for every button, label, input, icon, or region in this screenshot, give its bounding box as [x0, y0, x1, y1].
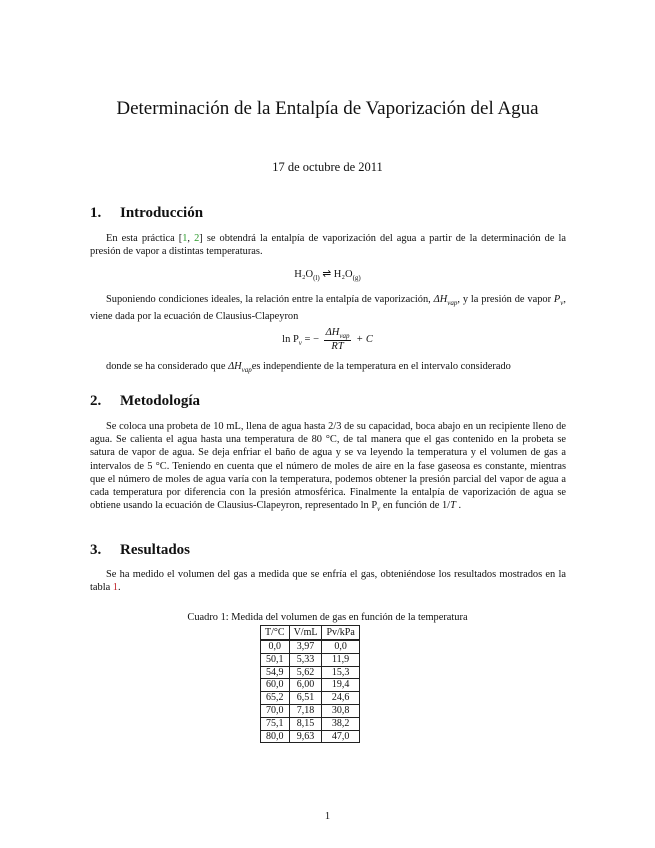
table-header-row: [261, 626, 360, 641]
math-subscript: vap: [241, 366, 252, 375]
reaction-equation: [0, 268, 655, 282]
eq-lhs: ln P: [282, 333, 299, 345]
math-subscript: vap: [447, 299, 458, 308]
text-run: , viene dada por la ecuación de Clausius-Clapeyron: [90, 294, 566, 323]
eq-fraction: [324, 327, 352, 352]
methodology-paragraph: [90, 420, 566, 517]
table-cell: 24,6: [322, 692, 359, 705]
results-paragraph: [90, 568, 566, 594]
text-run: en función de 1/: [380, 500, 451, 512]
table-cell: 30,8: [322, 704, 359, 717]
eq-equals: = −: [304, 333, 319, 345]
table-row: [261, 653, 360, 666]
table-cell: 6,51: [289, 692, 322, 705]
product-state: (g): [352, 274, 361, 283]
page-number: 1: [324, 811, 331, 822]
text-run: es independiente de la temperatura en el intervalo considerado: [251, 361, 511, 372]
table-cell: 54,9: [261, 666, 290, 679]
table-cell: 75,1: [261, 717, 290, 730]
table-cell: 8,15: [289, 717, 322, 730]
section-title: Metodología: [120, 393, 200, 409]
table-cell: 0,0: [261, 640, 290, 653]
table-row: [261, 730, 360, 743]
text-run: donde se ha considerado que: [106, 361, 229, 372]
text-run: En esta práctica [: [106, 233, 183, 244]
table-cell: 15,3: [322, 666, 359, 679]
intro-paragraph-3: [90, 360, 566, 377]
reactant-state: (l): [313, 274, 320, 283]
section-title: Resultados: [120, 542, 191, 558]
table-cell: 0,0: [322, 640, 359, 653]
table-caption: Cuadro 1: Medida del volumen de gas en función de la temperatura: [187, 612, 468, 623]
text-run: .: [118, 582, 121, 594]
clausius-clapeyron-equation: [0, 327, 655, 352]
intro-paragraph-1: [90, 232, 566, 258]
eq-lhs-subscript: v: [298, 339, 302, 348]
equilibrium-arrow: ⇌: [322, 269, 332, 280]
table-cell: 50,1: [261, 653, 290, 666]
section-heading-resultados: [90, 542, 190, 559]
eq-denominator: RT: [331, 341, 344, 353]
column-header: Pv/kPa: [322, 626, 359, 641]
reactant: H₂O: [294, 269, 314, 280]
section-number: 3.: [90, 542, 102, 558]
math-symbol: ln P: [360, 500, 378, 512]
text-run: Se ha medido el volumen del gas a medida que se enfría el gas, obteniéndose los resultados mostrados en la tabla: [90, 569, 566, 594]
citation-link-2[interactable]: 2: [194, 233, 200, 244]
table-row: [261, 666, 360, 679]
math-symbol: P: [553, 294, 561, 305]
eq-numerator: [324, 327, 352, 341]
table-cell: 70,0: [261, 704, 290, 717]
table-cell: 11,9: [322, 653, 359, 666]
eq-constant: + C: [356, 333, 373, 345]
section-title: Introducción: [120, 205, 204, 221]
table-cell: 5,33: [289, 653, 322, 666]
section-heading-metodologia: [90, 393, 200, 410]
table-cell: 5,62: [289, 666, 322, 679]
section-number: 2.: [90, 393, 102, 409]
eq-num-symbol: ΔH: [325, 327, 340, 338]
text-run: Suponiendo condiciones ideales, la relación entre la entalpía de vaporización,: [106, 294, 434, 305]
section-number: 1.: [90, 205, 102, 221]
text-run: ,: [187, 233, 195, 244]
table-cell: 65,2: [261, 692, 290, 705]
text-run: ] se obtendrá la entalpía de vaporización del agua a partir de la determinación de la presión de vapor a distintas temperaturas.: [90, 233, 567, 258]
table-cell: 80,0: [261, 730, 290, 743]
table-cell: 6,00: [289, 679, 322, 692]
text-run: , y la presión de vapor: [457, 294, 554, 305]
text-run: Se coloca una probeta de 10 mL, llena de agua hasta 2/3 de su capacidad, boca abajo en un recipiente lleno de agua. Se calienta el agua hasta una temperatura de 80 °C, de tal manera que el gas contenido en la probeta se satura de vapor de agua. Se deja enfriar el baño de agua y se va leyendo la temperatura y el volumen de gas a intervalos de 5 °C. Teniendo en cuenta que el número de moles de aire en la fase gaseosa es constante, mientras que el número de moles de agua varía con la temperatura, podemos obtener la presión parcial del vapor de agua a cada temperatura por diferencia con la presión atmosférica. Finalmente la entalpía de vaporización de agua se obtiene usando la ecuación de Clausius-Clapeyron, representado: [90, 421, 566, 512]
table-row: [261, 692, 360, 705]
table-row: [261, 640, 360, 653]
product: H₂O: [333, 269, 353, 280]
table-cell: 3,97: [289, 640, 322, 653]
text-run: .: [455, 500, 462, 512]
section-heading-introduccion: [90, 205, 203, 222]
math-symbol: T: [450, 500, 456, 512]
column-header: V/mL: [289, 626, 322, 641]
eq-num-subscript: vap: [339, 332, 350, 341]
table-cell: 47,0: [322, 730, 359, 743]
math-subscript: v: [560, 299, 564, 308]
column-header: T/°C: [261, 626, 290, 641]
table-cell: 38,2: [322, 717, 359, 730]
table-row: [261, 704, 360, 717]
data-table: [260, 625, 360, 743]
citation-link-1[interactable]: 1: [182, 233, 188, 244]
document-title: Determinación de la Entalpía de Vaporización del Agua: [116, 98, 539, 119]
math-symbol: ΔH: [433, 294, 448, 305]
math-symbol: ΔH: [228, 361, 242, 372]
table-reference-link[interactable]: 1: [112, 582, 118, 594]
table-row: [261, 717, 360, 730]
document-date: 17 de octubre de 2011: [272, 160, 383, 174]
table-cell: 19,4: [322, 679, 359, 692]
math-subscript: v: [377, 505, 381, 514]
table-cell: 9,63: [289, 730, 322, 743]
table-cell: 7,18: [289, 704, 322, 717]
intro-paragraph-2: [90, 293, 566, 323]
table-row: [261, 679, 360, 692]
table-cell: 60,0: [261, 679, 290, 692]
